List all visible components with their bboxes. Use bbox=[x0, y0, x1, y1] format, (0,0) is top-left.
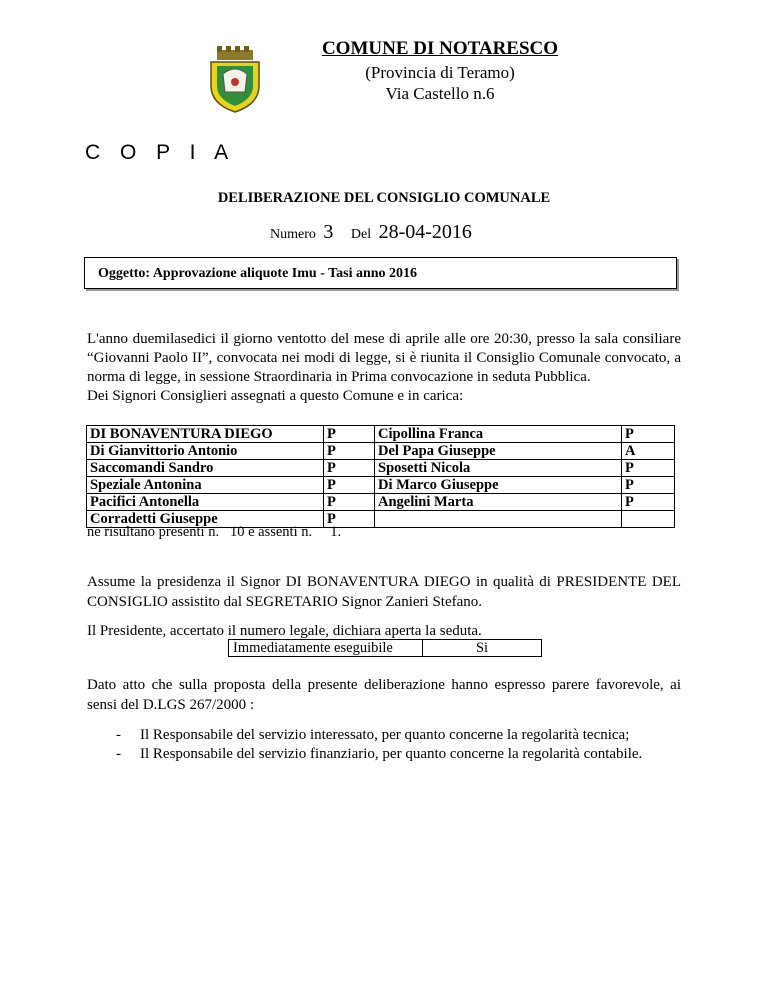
list-item: - Il Responsabile del servizio finanziario, per quanto concerne la regolarità contabile. bbox=[116, 745, 716, 764]
intro-text: L'anno duemilasedici il giorno ventotto del mese di aprile alle ore 20:30, presso la sala consiliare “Giovanni Paolo II”, convocata nei modi di legge, si è riunita il Consiglio Comunale convocato, a norma di legge, in sessione Straordinaria in Prima convocazione in seduta Pubblica. bbox=[87, 331, 681, 385]
member-status: P bbox=[622, 460, 675, 477]
member-status: P bbox=[622, 494, 675, 511]
esecuzione-label: Immediatamente eseguibile bbox=[229, 640, 423, 657]
table-row bbox=[87, 494, 675, 511]
numero-value: 3 bbox=[323, 221, 334, 243]
member-status: A bbox=[622, 443, 675, 460]
member-name: Speziale Antonina bbox=[87, 477, 324, 494]
table-row bbox=[87, 443, 675, 460]
member-status: P bbox=[324, 511, 375, 528]
member-name: Sposetti Nicola bbox=[375, 460, 622, 477]
intro-paragraph bbox=[87, 330, 681, 406]
esecuzione-value: Si bbox=[423, 640, 542, 657]
municipal-crest-icon bbox=[205, 44, 265, 114]
member-status: P bbox=[324, 477, 375, 494]
consiglieri-table bbox=[86, 425, 675, 528]
numero-label: Numero bbox=[270, 227, 316, 242]
assegnati-text: Dei Signori Consiglieri assegnati a questo Comune e in carica: bbox=[87, 388, 464, 404]
copia-label: C O P I A bbox=[85, 141, 236, 164]
presidenza-paragraph: Assume la presidenza il Signor DI BONAVENTURA DIEGO in qualità di PRESIDENTE DEL CONSIGLIO assistito dal SEGRETARIO Signor Zanieri Stefano. bbox=[87, 574, 681, 610]
document-title: DELIBERAZIONE DEL CONSIGLIO COMUNALE bbox=[217, 190, 551, 206]
esecuzione-table bbox=[228, 639, 542, 657]
member-status: P bbox=[622, 426, 675, 443]
member-name: Di Gianvittorio Antonio bbox=[87, 443, 324, 460]
numero-row bbox=[270, 221, 472, 244]
member-name: DI BONAVENTURA DIEGO bbox=[87, 426, 324, 443]
apertura-text: Il Presidente, accertato il numero legale, dichiara aperta la seduta. bbox=[87, 623, 482, 639]
del-label: Del bbox=[350, 227, 372, 242]
member-name: Saccomandi Sandro bbox=[87, 460, 324, 477]
member-status: P bbox=[324, 426, 375, 443]
member-status: P bbox=[324, 443, 375, 460]
dato-atto-paragraph: Dato atto che sulla proposta della presente deliberazione hanno espresso parere favorevole, ai sensi del D.LGS 267/2000 : bbox=[87, 677, 681, 713]
member-status bbox=[622, 511, 675, 528]
member-name: Del Papa Giuseppe bbox=[375, 443, 622, 460]
member-status: P bbox=[324, 494, 375, 511]
oggetto-box: Oggetto: Approvazione aliquote Imu - Tasi anno 2016 bbox=[84, 257, 677, 289]
member-name: Angelini Marta bbox=[375, 494, 622, 511]
comune-name: COMUNE DI NOTARESCO bbox=[321, 38, 559, 59]
member-name: Di Marco Giuseppe bbox=[375, 477, 622, 494]
table-row bbox=[87, 477, 675, 494]
provincia: (Provincia di Teramo) bbox=[365, 63, 515, 82]
list-item: - Il Responsabile del servizio interessato, per quanto concerne la regolarità tecnica; bbox=[116, 726, 716, 745]
member-status: P bbox=[324, 460, 375, 477]
presenti-text: ne risultano presenti n. 10 e assenti n. 1. bbox=[87, 524, 342, 540]
indirizzo: Via Castello n.6 bbox=[385, 84, 495, 103]
member-name: Pacifici Antonella bbox=[87, 494, 324, 511]
member-name bbox=[375, 511, 622, 528]
date-value: 28-04-2016 bbox=[378, 221, 472, 243]
member-status: P bbox=[622, 477, 675, 494]
table-row bbox=[87, 426, 675, 443]
table-row bbox=[87, 460, 675, 477]
pareri-list bbox=[116, 726, 716, 764]
member-name: Corradetti Giuseppe bbox=[87, 511, 324, 528]
member-name: Cipollina Franca bbox=[375, 426, 622, 443]
